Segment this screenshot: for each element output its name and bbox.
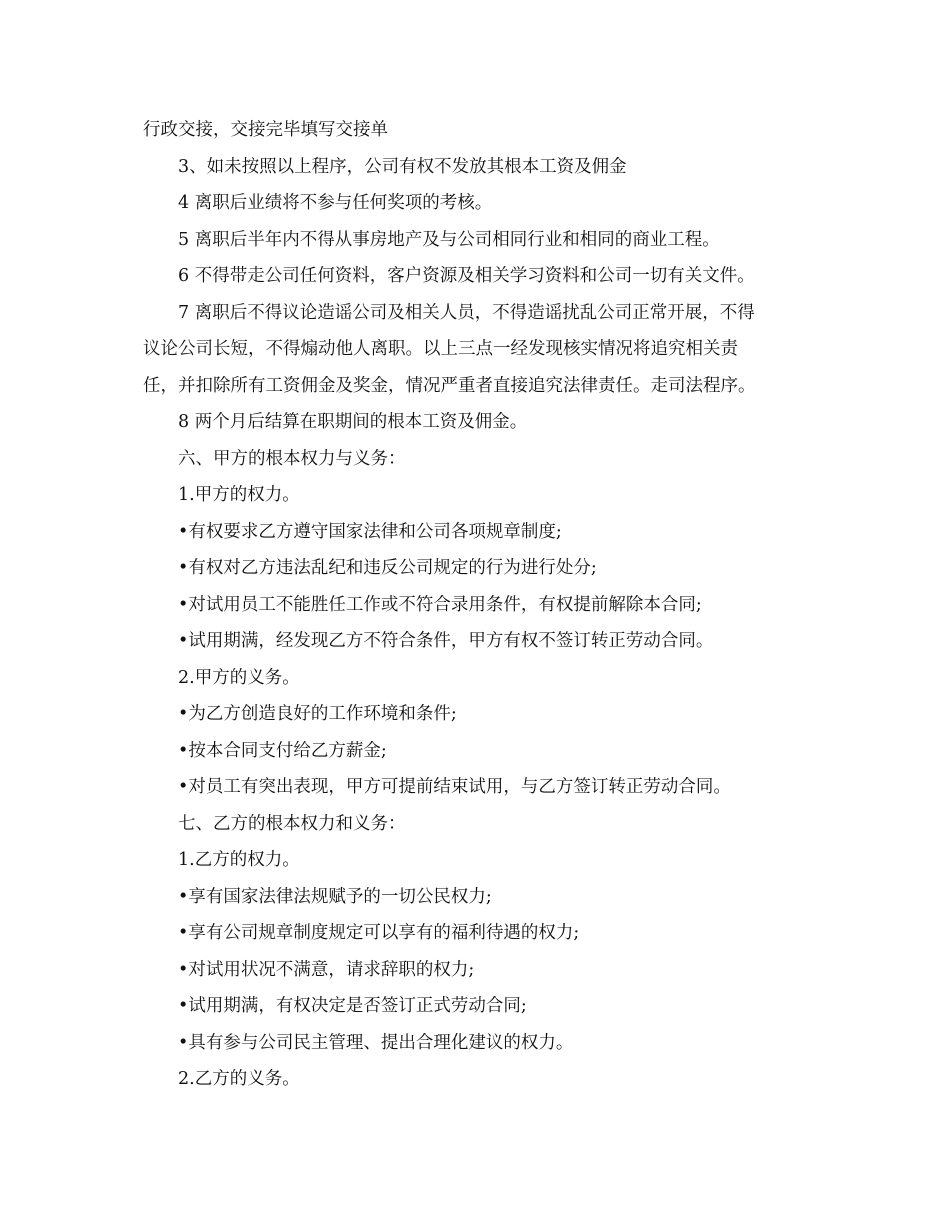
section-heading-party-b: 七、乙方的根本权力和义务： [178,813,406,834]
list-item: •对试用员工不能胜任工作或不符合录用条件，有权提前解除本合同; [178,594,702,615]
list-item: •试用期满，有权决定是否签订正式劳动合同; [178,996,527,1016]
subheading-party-b-rights: 1.乙方的权力。 [178,850,300,870]
paragraph-handover: 行政交接，交接完毕填写交接单 [143,120,388,140]
paragraph-item-7-line-2: 议论公司长短，不得煽动他人离职。以上三点一经发现核实情况将追究相关责 [143,339,738,359]
document-body [143,112,803,1098]
paragraph-item-3: 3、如未按照以上程序，公司有权不发放其根本工资及佣金 [178,156,627,177]
list-item: •试用期满，经发现乙方不符合条件，甲方有权不签订转正劳动合同。 [178,631,714,651]
paragraph-item-6: 6 不得带走公司任何资料，客户资源及相关学习资料和公司一切有关文件。 [178,266,755,286]
list-item: •按本合同支付给乙方薪金; [178,740,387,761]
list-item: •有权对乙方违法乱纪和违反公司规定的行为进行处分; [178,558,597,578]
list-item: •享有公司规章制度规定可以享有的福利待遇的权力; [178,923,580,943]
list-item: •为乙方创造良好的工作环境和条件; [178,704,457,724]
section-heading-party-a: 六、甲方的根本权力与义务： [178,448,406,469]
paragraph-item-8: 8 两个月后结算在职期间的根本工资及佣金。 [178,412,528,432]
list-item: •对员工有突出表现，甲方可提前结束试用，与乙方签订转正劳动合同。 [178,777,731,797]
subheading-party-b-obligations: 2.乙方的义务。 [178,1069,300,1089]
paragraph-item-5: 5 离职后半年内不得从事房地产及与公司相同行业和相同的商业工程。 [178,229,720,250]
list-item: •有权要求乙方遵守国家法律和公司各项规章制度; [178,521,562,542]
paragraph-item-7-line-1: 7 离职后不得议论造谣公司及相关人员，不得造谣扰乱公司正常开展，不得 [178,302,755,323]
subheading-party-a-rights: 1.甲方的权力。 [178,485,300,505]
list-item: •具有参与公司民主管理、提出合理化建议的权力。 [178,1032,574,1053]
list-item: •对试用状况不满意，请求辞职的权力; [178,959,475,980]
list-item: •享有国家法律法规赋予的一切公民权力; [178,886,492,907]
paragraph-item-7-line-3: 任，并扣除所有工资佣金及奖金，情况严重者直接追究法律责任。走司法程序。 [143,375,756,396]
subheading-party-a-obligations: 2.甲方的义务。 [178,667,300,688]
paragraph-item-4: 4 离职后业绩将不参与任何奖项的考核。 [178,193,493,213]
paragraph-item-7 [143,295,803,405]
